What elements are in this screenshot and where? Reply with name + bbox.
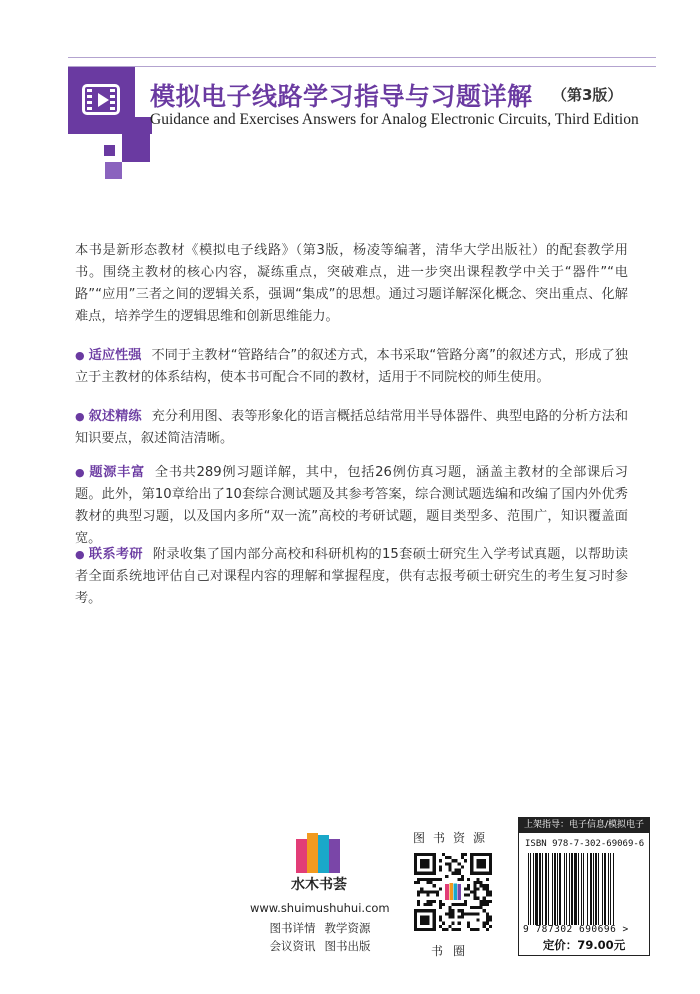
decor-square [105,162,122,179]
bullet-icon: ● [75,349,85,362]
barcode-icon [527,853,643,925]
feature-key: 联系考研 [88,547,143,562]
book-edition: （第3版） [552,86,623,104]
feature-text: 充分利用图、表等形象化的语言概括总结常用半导体器件、典型电路的分析方法和知识要点，叙述简洁清晰。 [75,409,629,446]
publisher-links-row [250,920,390,936]
shelf-guide: 上架指导：电子信息/模拟电子 [519,818,649,833]
feature-text: 全书共289例习题详解，其中，包括26例仿真习题，涵盖主教材的全部课后习题。此外，第10章给出了10套综合测试题及其参考答案，综合测试题选编和改编了国内外优秀教材的典型习题，以及国内多所“双一流”高校的考研试题，题目类型多、范围广，知识覆盖面宽。 [75,465,628,546]
series-logo [68,67,135,134]
feature-item [75,406,628,450]
feature-item [75,544,628,610]
publisher-links-row [250,938,390,954]
publisher-link[interactable]: 图书详情 [269,921,316,935]
decor-square [122,134,150,162]
intro-paragraph: 本书是新形态教材《模拟电子线路》（第3版，杨凌等编著，清华大学出版社）的配套教学用书。围绕主教材的核心内容，凝练重点，突破难点，进一步突出课程教学中关于“器件”“电路”“应用”三者之间的逻辑关系，强调“集成”的思想。通过习题详解深化概念、突出重点、化解难点，培养学生的逻辑思维和创新思维能力。 [75,243,628,324]
feature-item [75,345,628,389]
bullet-icon: ● [75,548,85,561]
qr-code-icon[interactable] [414,853,492,931]
publisher-link[interactable]: 图书出版 [324,939,371,953]
top-rule-1 [68,57,656,58]
qr-title: 图书资源 [412,831,493,845]
feature-key: 题源丰富 [89,465,145,480]
isbn-text: ISBN 978-7-302-69069-6 [525,839,645,849]
feature-item [75,462,628,550]
video-book-icon [82,84,120,115]
book-title-en: Guidance and Exercises Answers for Analog Electronic Circuits, Third Edition [150,111,639,128]
publisher-url[interactable]: www.shuimushuhui.com [250,901,390,915]
feature-text: 不同于主教材“管路结合”的叙述方式，本书采取“管路分离”的叙述方式，形成了独立于主教材的体系结构，使本书可配合不同的教材，适用于不同院校的师生使用。 [75,348,628,385]
book-title-cn: 模拟电子线路学习指导与习题详解 [150,82,533,111]
feature-key: 适应性强 [88,348,142,363]
bullet-icon: ● [75,466,86,479]
feature-text: 附录收集了国内部分高校和科研机构的15套硕士研究生入学考试真题，以帮助读者全面系统地评估自己对课程内容的理解和掌握程度，供有志报考硕士研究生的考生复习时参考。 [75,547,629,606]
publisher-name: 水木书荟 [291,877,347,893]
decor-square [104,145,115,156]
barcode-number: 9 787302 690696 > [523,924,629,935]
bullet-icon: ● [75,410,85,423]
publisher-link[interactable]: 会议资讯 [269,939,316,953]
top-rule-2 [68,66,656,67]
publisher-link[interactable]: 教学资源 [324,921,371,935]
price-label: 定价：79.00元 [542,938,626,952]
publisher-logo-icon [296,833,340,873]
barcode-panel [518,817,650,956]
qr-caption: 书圈 [430,944,475,958]
feature-key: 叙述精练 [88,409,142,424]
